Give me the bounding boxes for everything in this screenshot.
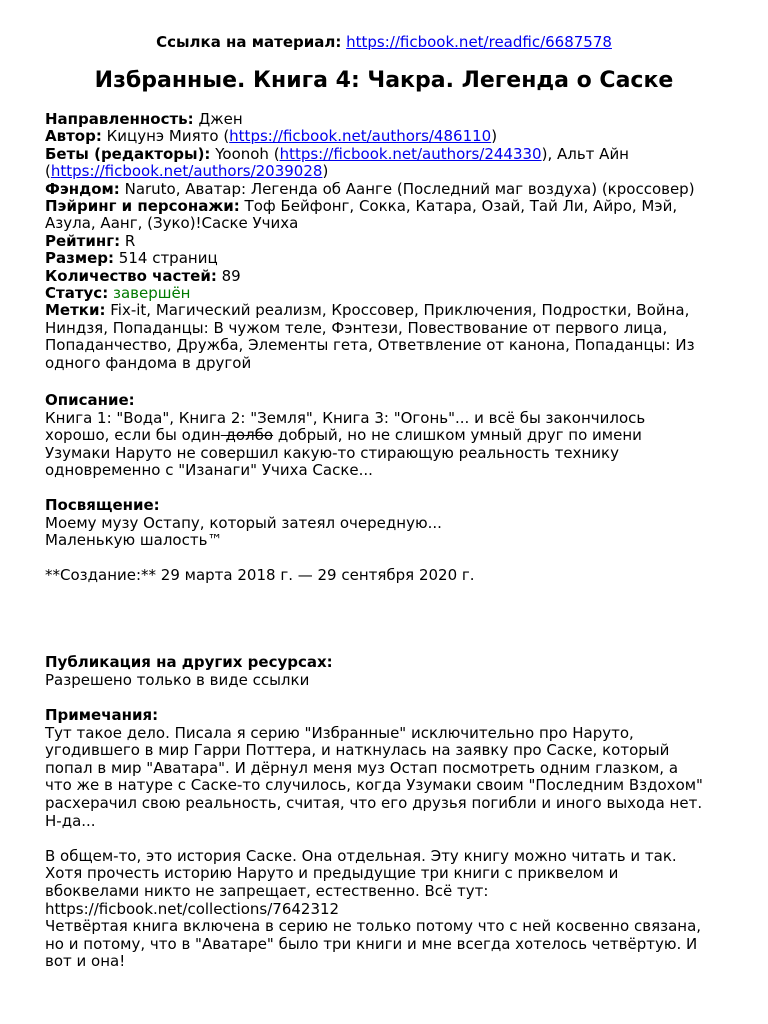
source-line [45, 33, 723, 51]
meta-tags [45, 302, 735, 319]
notes-p2-line-1: В общем-то, это история Саске. Она отдельная. Эту книгу можно читать и так. [45, 846, 677, 865]
description-line-2b: добрый, но не слишком умный друг по имени [273, 426, 642, 445]
author-label: Автор: [45, 127, 102, 146]
created-dates: **Создание:** 29 марта 2018 г. — 29 сентября 2020 г. [45, 566, 475, 585]
publication-section [45, 654, 735, 689]
description-line-3: Узумаки Наруто не совершил какую-то стирающую реальность технику [45, 443, 619, 462]
publication-heading: Публикация на других ресурсах: [45, 653, 333, 671]
description-line-4: одновременно с "Изанаги" Учиха Саске... [45, 461, 373, 480]
source-label: Ссылка на материал: [156, 33, 342, 51]
notes-p2-line-2: Хотя прочесть историю Наруто и предыдущие три книги с приквелом и [45, 864, 619, 883]
meta-betas [45, 146, 735, 163]
description-line-2a: хорошо, если бы один [45, 426, 221, 445]
description-line-1: Книга 1: "Вода", Книга 2: "Земля", Книга 3: "Огонь"... и всё бы закончилось [45, 408, 646, 427]
direction-label: Направленность: [45, 110, 194, 128]
notes-p1-line-6: Н-да... [45, 811, 96, 830]
meta-status [45, 285, 735, 302]
fandom-label: Фэндом: [45, 179, 120, 198]
author-link[interactable]: https://ficbook.net/authors/486110 [229, 127, 492, 146]
dedication-line-2: Маленькую шалость™ [45, 531, 223, 550]
notes-p2-line-7: вот и она! [45, 952, 126, 971]
parts-label: Количество частей: [45, 266, 217, 285]
tags-line-3: Попаданчество, Дружба, Элементы гета, Ответвление от канона, Попаданцы: Из [45, 336, 695, 355]
tags-line-4: одного фандома в другой [45, 353, 252, 372]
author-name: Кицунэ Миято ( [106, 127, 230, 146]
author-close: ) [491, 127, 498, 146]
spacer [45, 830, 735, 848]
parts-value: 89 [221, 266, 241, 285]
meta-fandom [45, 181, 735, 198]
pairing-value-1: Тоф Бейфонг, Сокка, Катара, Озай, Тай Ли, Айро, Мэй, [244, 197, 678, 216]
description-heading: Описание: [45, 391, 135, 409]
meta-parts [45, 268, 735, 285]
notes-section [45, 707, 735, 971]
dedication-section [45, 497, 735, 585]
notes-p1-line-5: расхерачил свою реальность, считая, что его друзья погибли и иного выхода нет. [45, 793, 703, 812]
beta1-name: Yoonoh ( [215, 144, 280, 163]
tags-line-1: Fix-it, Магический реализм, Кроссовер, Приключения, Подростки, Война, [110, 301, 690, 320]
tags-label: Метки: [45, 301, 106, 320]
size-value: 514 страниц [118, 249, 218, 268]
status-value: завершён [112, 284, 191, 303]
notes-p1-line-2: угодившего в мир Гарри Поттера, и наткнулась на заявку про Саске, который [45, 741, 670, 760]
pairing-value-2: Азула, Аанг, (Зуко)!Саске Учиха [45, 214, 299, 233]
meta-pairing [45, 198, 735, 215]
tags-line-2: Ниндзя, Попаданцы: В чужом теле, Фэнтези, Повествование от первого лица, [45, 318, 668, 337]
notes-p1-line-4: что же в натуре с Саске-то случилось, когда Узумаки своим "Последним Вздохом" [45, 776, 703, 795]
rating-label: Рейтинг: [45, 231, 121, 250]
notes-p1-line-3: попал в мир "Аватара". И дёрнул меня муз Остап посмотреть одним глазком, а [45, 758, 679, 777]
source-link[interactable]: https://ficbook.net/readfic/6687578 [346, 33, 612, 51]
description-section [45, 392, 735, 480]
beta1-link[interactable]: https://ficbook.net/authors/244330 [279, 144, 542, 163]
notes-heading: Примечания: [45, 706, 159, 724]
beta1-close: ), Альт Айн [541, 144, 629, 163]
size-label: Размер: [45, 249, 115, 268]
meta-size [45, 250, 735, 267]
spacer [45, 550, 735, 568]
beta2-open: ( [45, 162, 51, 181]
direction-value: Джен [198, 110, 243, 128]
notes-p2-line-3: вбоквелами никто не запрещает, естественно. Всё тут: [45, 881, 489, 900]
metadata-block [45, 111, 735, 372]
meta-direction [45, 111, 735, 128]
notes-p2-line-6: но и потому, что в "Аватаре" было три книги и мне всегда хотелось четвёртую. И [45, 934, 698, 953]
meta-rating [45, 233, 735, 250]
description-strike: долбо [220, 426, 274, 445]
notes-p2-line-5: Четвёртая книга включена в серию не только потому что с ней косвенно связана, [45, 917, 702, 936]
notes-p2-line-4: https://ficbook.net/collections/7642312 [45, 899, 340, 918]
notes-p1-line-1: Тут такое дело. Писала я серию "Избранные" исключительно про Наруто, [45, 723, 634, 742]
betas-label: Беты (редакторы): [45, 144, 211, 163]
meta-author [45, 128, 735, 145]
rating-value: R [124, 231, 136, 250]
meta-betas-cont [45, 163, 735, 180]
beta2-close: ) [322, 162, 329, 181]
pairing-label: Пэйринг и персонажи: [45, 197, 240, 216]
status-label: Статус: [45, 284, 109, 303]
fandom-value: Naruto, Аватар: Легенда об Аанге (Последний маг воздуха) (кроссовер) [124, 179, 695, 198]
dedication-heading: Посвящение: [45, 496, 160, 514]
dedication-line-1: Моему музу Остапу, который затеял очередную... [45, 513, 442, 532]
beta2-link[interactable]: https://ficbook.net/authors/2039028 [50, 162, 323, 181]
description-line-2 [45, 427, 735, 445]
publication-value: Разрешено только в виде ссылки [45, 670, 310, 689]
page-title: Избранные. Книга 4: Чакра. Легенда о Саске [94, 68, 674, 93]
